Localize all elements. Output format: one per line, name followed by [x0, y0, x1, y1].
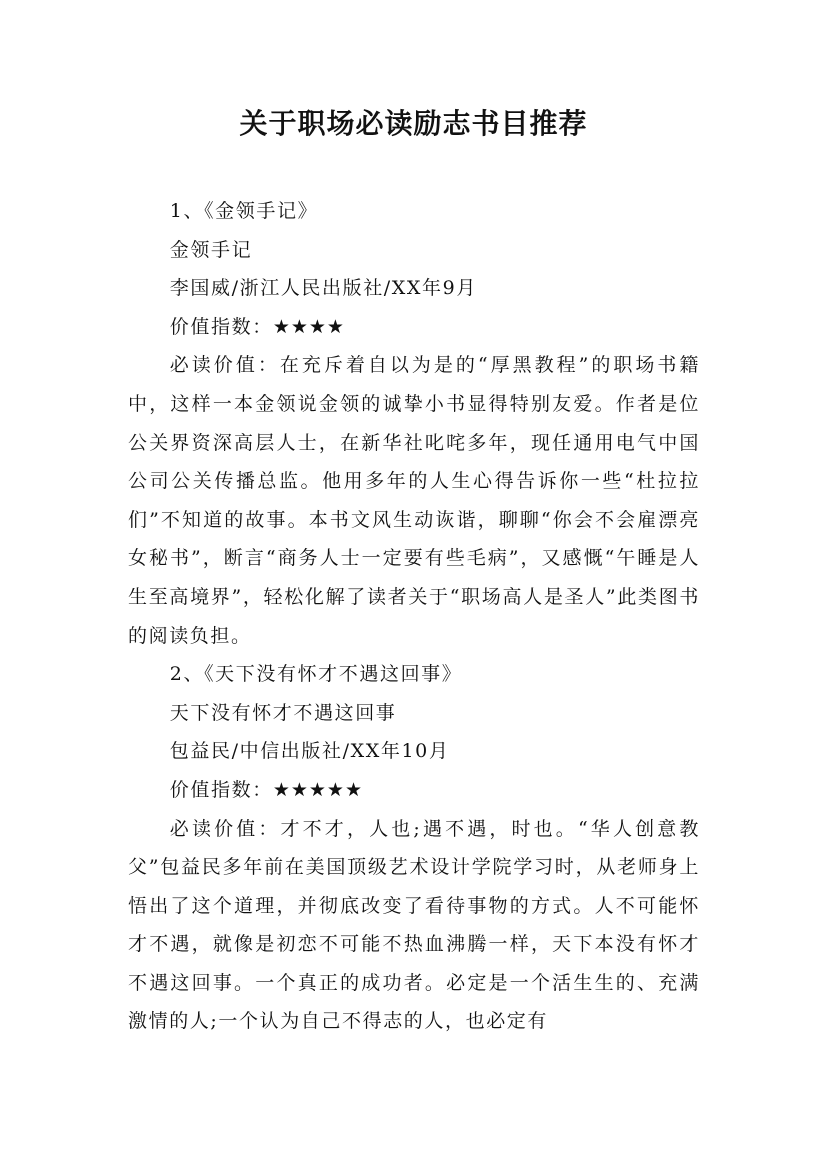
rating-stars: ★★★★ — [272, 315, 345, 338]
book-entry-2 — [128, 655, 700, 1041]
document-title: 关于职场必读励志书目推荐 — [239, 107, 588, 140]
book-name: 金领手记 — [169, 238, 253, 261]
book-value-paragraph: 必读价值：才不才，人也;遇不遇，时也。“华人创意教父”包益民多年前在美国顶级艺术设计学院学习时，从老师身上悟出了这个道理，并彻底改变了看待事物的方式。人不可能怀才不遇，就像是初恋不可能不热血沸腾一样，天下本没有怀才不遇这回事。一个真正的成功者。必定是一个活生生的、充满激情的人;一个认为自己不得志的人，也必定有 — [128, 817, 700, 1033]
book-rating — [128, 771, 700, 810]
document-body — [128, 192, 700, 1041]
book-author-publisher: 包益民/中信出版社/XX年10月 — [169, 740, 450, 763]
book-rating — [128, 308, 700, 347]
book-heading: 1、《金领手记》 — [169, 200, 319, 222]
rating-label: 价值指数： — [169, 315, 273, 338]
rating-label: 价值指数： — [169, 778, 273, 801]
book-author-publisher: 李国威/浙江人民出版社/XX年9月 — [169, 277, 477, 300]
book-heading: 2、《天下没有怀才不遇这回事》 — [169, 663, 463, 686]
book-name: 天下没有怀才不遇这回事 — [169, 701, 397, 724]
rating-stars: ★★★★★ — [272, 778, 363, 801]
book-value-paragraph: 必读价值：在充斥着自以为是的“厚黑教程”的职场书籍中，这样一本金领说金领的诚挚小书显得特别友爱。作者是位公关界资深高层人士，在新华社叱咤多年，现任通用电气中国公司公关传播总监。他用多年的人生心得告诉你一些“杜拉拉们”不知道的故事。本书文风生动诙谐，聊聊“你会不会雇漂亮女秘书”，断言“商务人士一定要有些毛病”，又感慨“午睡是人生至高境界”，轻松化解了读者关于“职场高人是圣人”此类图书的阅读负担。 — [128, 354, 700, 647]
book-entry-1 — [128, 192, 700, 655]
